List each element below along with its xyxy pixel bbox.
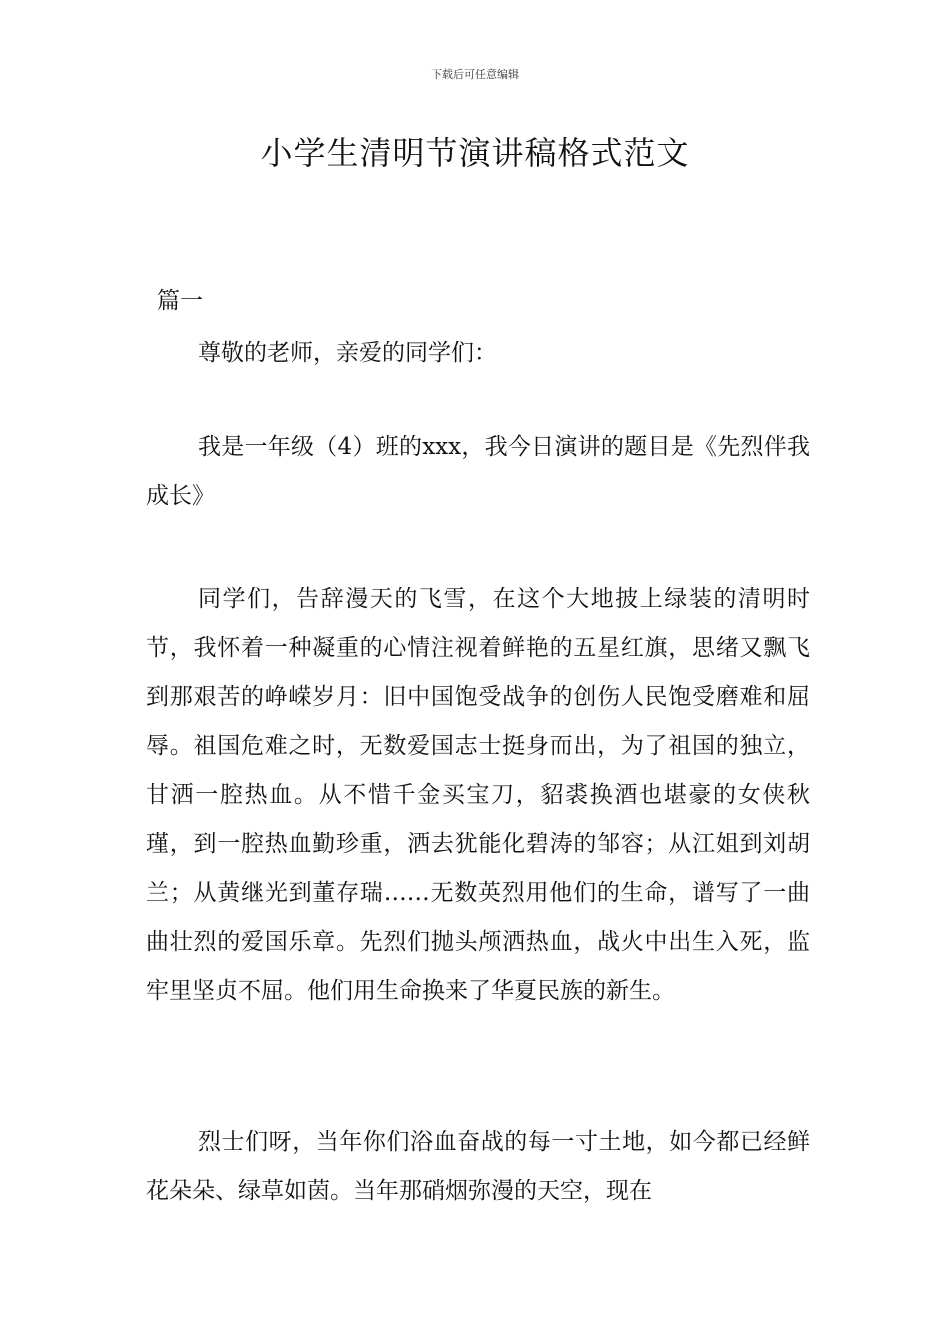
- document-title: 小学生清明节演讲稿格式范文: [260, 134, 690, 172]
- paragraph-greeting: 尊敬的老师，亲爱的同学们：: [198, 340, 497, 366]
- paragraph-intro: 我是一年级（4）班的xxx，我今日演讲的题目是《先烈伴我成长》: [146, 434, 810, 509]
- section-label: 篇一: [157, 288, 203, 314]
- paragraph-main: 同学们，告辞漫天的飞雪，在这个大地披上绿装的清明时节，我怀着一种凝重的心情注视着鲜艳的五星红旗，思绪又飘飞到那艰苦的峥嵘岁月：旧中国饱受战争的创伤人民饱受磨难和屈辱。祖国危难之时，无数爱国志士挺身而出，为了祖国的独立，甘洒一腔热血。从不惜千金买宝刀，貂裘换酒也堪豪的女侠秋瑾，到一腔热血勤珍重，洒去犹能化碧涛的邹容；从江姐到刘胡兰；从黄继光到董存瑞……无数英烈用他们的生命，谱写了一曲曲壮烈的爱国乐章。先烈们抛头颅洒热血，战火中出生入死，监牢里坚贞不屈。他们用生命换来了华夏民族的新生。: [146, 586, 810, 1004]
- paragraph-martyrs: 烈士们呀，当年你们浴血奋战的每一寸土地，如今都已经鲜花朵朵、绿草如茵。当年那硝烟弥漫的天空，现在: [146, 1129, 810, 1204]
- header-note: 下载后可任意编辑: [431, 68, 519, 81]
